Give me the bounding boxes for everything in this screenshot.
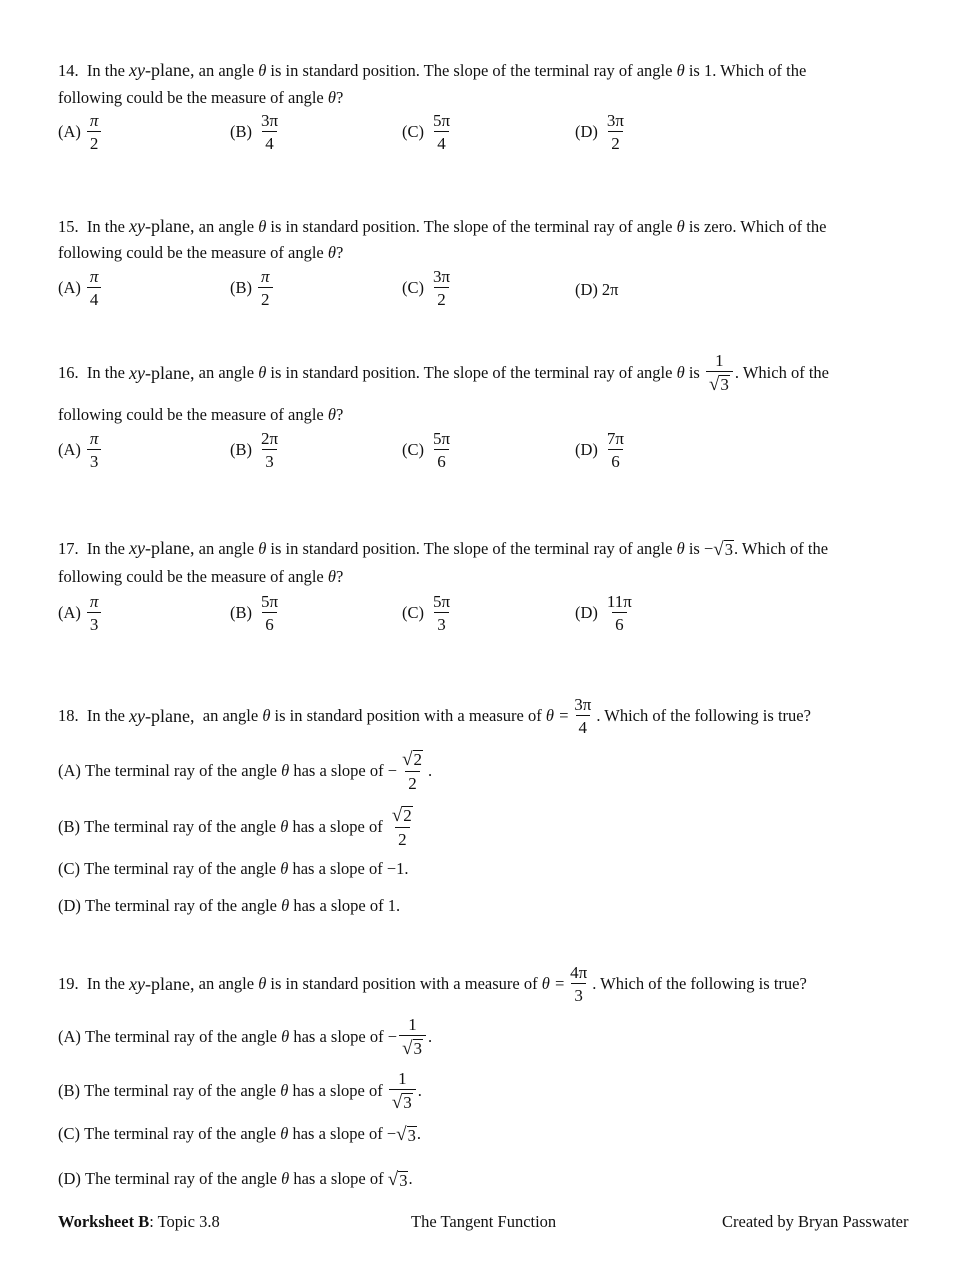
q15-choice-a[interactable]: (A) $\frac{\pi}{4}$: [58, 268, 103, 308]
q18-option-c[interactable]: (C) The terminal ray of the angle θ has a slope of −1.: [58, 859, 409, 878]
q17-choice-c[interactable]: (C) $\frac{5\pi}{3}$: [402, 592, 451, 634]
question-16-stem-line2: following could be the measure of angle θ?: [58, 405, 344, 424]
question-17-stem: 17. In the xy -plane, an angle θ is in standard position. The slope of the terminal ray of angle θ is − √ 3 . Which of the: [58, 538, 829, 560]
q14-choice-c[interactable]: (C) $\frac{5\pi}{4}$: [402, 111, 451, 153]
q16-slope-fraction: 1 √ 3: [706, 352, 733, 394]
q19-option-c[interactable]: (C) The terminal ray of the angle θ has a slope of − √ 3 .: [58, 1124, 421, 1145]
question-17-stem-line2: following could be the measure of angle θ?: [58, 567, 344, 586]
q16-choice-d[interactable]: (D) $\frac{7\pi}{6}$: [575, 429, 624, 471]
question-16-stem: 16. In the xy -plane, an angle θ is in standard position. The slope of the terminal ray of angle θ is 1 √ 3 . Which of the: [58, 351, 829, 395]
q19-option-b[interactable]: (B) The terminal ray of the angle θ has a slope of 1 √ 3 .: [58, 1069, 422, 1113]
q15-choice-c[interactable]: (C) $\frac{3\pi}{2}$: [402, 267, 451, 309]
q14-choice-a[interactable]: (A) $\frac{\pi}{2}$: [58, 112, 103, 152]
footer-worksheet-label: Worksheet B: Topic 3.8: [58, 1212, 220, 1231]
question-15-stem-line2: following could be the measure of angle θ?: [58, 243, 344, 262]
q14-choice-d[interactable]: (D) $\frac{3\pi}{2}$: [575, 111, 624, 153]
footer-topic-title: The Tangent Function: [411, 1212, 557, 1231]
q16-choice-a[interactable]: (A) $\frac{\pi}{3}$: [58, 430, 103, 470]
footer-author: Created by Bryan Passwater: [722, 1212, 909, 1231]
q17-slope-value: − √ 3: [703, 538, 733, 560]
question-14-stem: 14. In the xy-plane, an angle θ is in standard position. The slope of the terminal ray of angle θ is 1. Which of the: [58, 60, 807, 80]
q19-option-a[interactable]: (A) The terminal ray of the angle θ has a slope of − 1 √ 3 .: [58, 1015, 433, 1059]
q17-choice-d[interactable]: (D) $\frac{11\pi}{6}$: [575, 592, 632, 634]
q18-option-b[interactable]: (B) The terminal ray of the angle θ has a slope of √ 2 2: [58, 805, 412, 849]
q15-choice-d[interactable]: (D) 2π: [575, 280, 619, 299]
q18-option-d[interactable]: (D) The terminal ray of the angle θ has a slope of 1.: [58, 896, 401, 915]
q18-option-a[interactable]: (A) The terminal ray of the angle θ has a slope of − √ 2 2 .: [58, 749, 433, 793]
q16-choice-b[interactable]: (B) $\frac{2\pi}{3}$: [230, 429, 279, 471]
question-18-stem: 18. In the xy -plane, an angle θ is in standard position with a measure of θ = $\frac{3\pi}{4}$ . Which of the following is true?: [58, 695, 811, 737]
q18-measure-fraction: $\frac{3\pi}{4}$: [574, 695, 592, 737]
q15-choice-b[interactable]: (B) $\frac{\pi}{2}$: [230, 268, 275, 308]
question-14-stem-line2: following could be the measure of angle θ?: [58, 88, 344, 107]
q17-choice-b[interactable]: (B) $\frac{5\pi}{6}$: [230, 592, 279, 634]
q14-choice-b[interactable]: (B) $\frac{3\pi}{4}$: [230, 111, 279, 153]
q19-measure-fraction: $\frac{4\pi}{3}$: [570, 963, 588, 1005]
q19-option-d[interactable]: (D) The terminal ray of the angle θ has a slope of √ 3 .: [58, 1169, 413, 1190]
question-19-stem: 19. In the xy -plane, an angle θ is in standard position with a measure of θ = $\frac{4\pi}{3}$ . Which of the following is true?: [58, 963, 807, 1005]
q17-choice-a[interactable]: (A) $\frac{\pi}{3}$: [58, 593, 103, 633]
q16-choice-c[interactable]: (C) $\frac{5\pi}{6}$: [402, 429, 451, 471]
question-15-stem: 15. In the xy-plane, an angle θ is in standard position. The slope of the terminal ray of angle θ is zero. Which of the: [58, 216, 827, 236]
